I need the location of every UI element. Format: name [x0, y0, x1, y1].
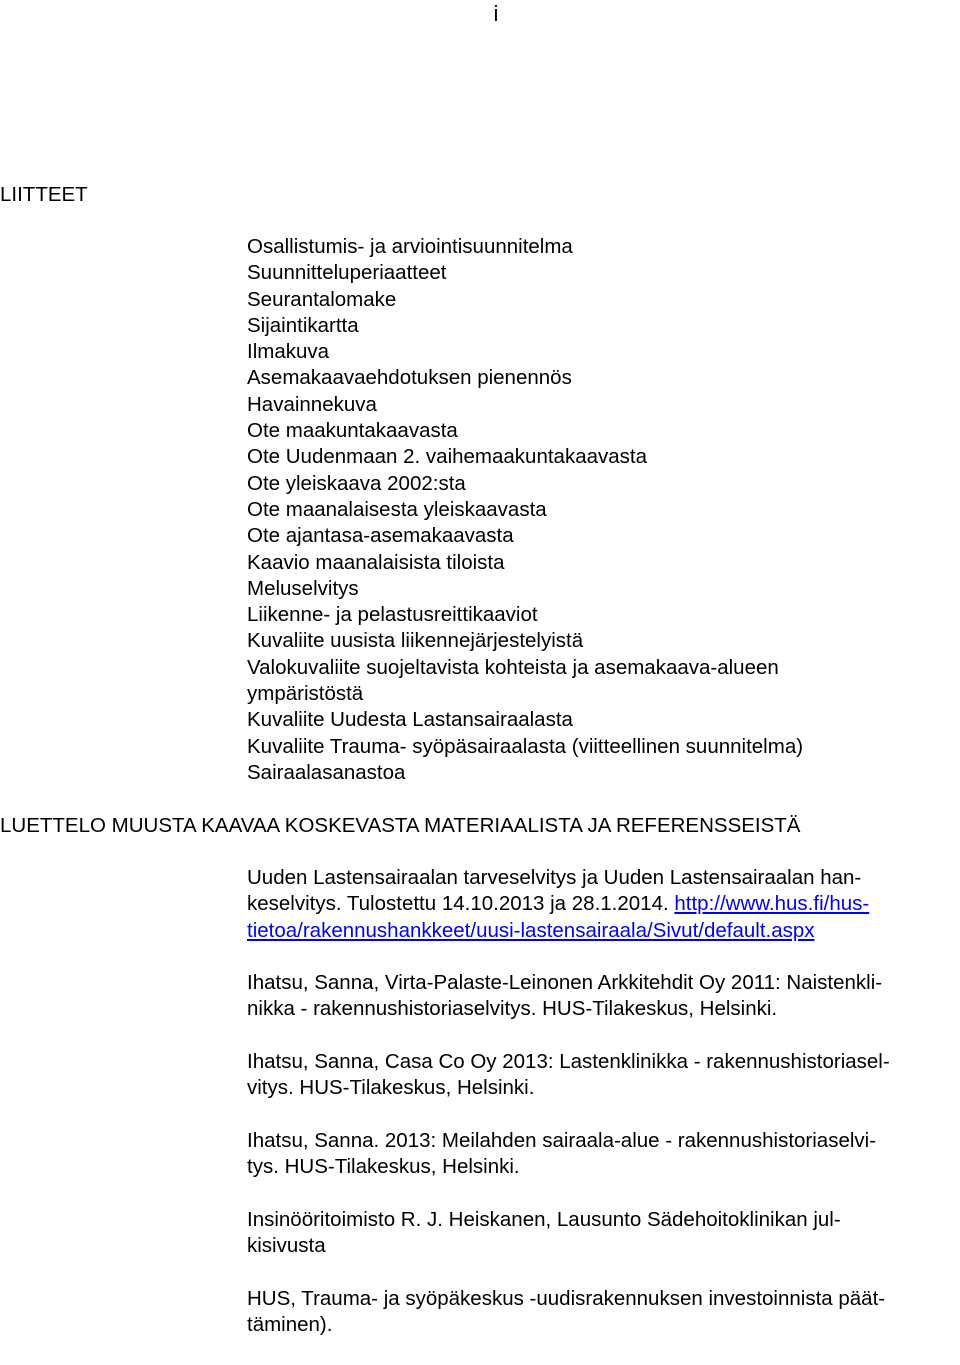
- attachment-item: Kaavio maanalaisista tiloista: [247, 550, 505, 574]
- reference-item: [247, 1207, 960, 1260]
- reference-line: täminen).: [247, 1313, 333, 1337]
- reference-item: [247, 1128, 960, 1181]
- reference-line: HUS, Trauma- ja syöpäkeskus -uudisrakennuksen investoinnista päät-: [247, 1286, 886, 1310]
- attachment-item: Ote maanalaisesta yleiskaavasta: [247, 497, 547, 521]
- attachment-item: Ote Uudenmaan 2. vaihemaakuntakaavasta: [247, 445, 648, 469]
- reference-line: Uuden Lastensairaalan tarveselvitys ja Uuden Lastensairaalan han-: [247, 866, 862, 889]
- attachment-item: Asemakaavaehdotuksen pienennös: [247, 366, 572, 390]
- reference-line: [247, 918, 960, 944]
- page-number: i: [493, 1, 499, 26]
- attachment-item: Kuvaliite uusista liikennejärjestelyistä: [247, 629, 584, 653]
- reference-line: Ihatsu, Sanna, Virta-Palaste-Leinonen Arkkitehdit Oy 2011: Naistenkli-: [247, 971, 883, 995]
- reference-line: Ihatsu, Sanna, Casa Co Oy 2013: Lastenklinikka - rakennushistoriasel-: [247, 1050, 890, 1074]
- reference-text: keselvitys. Tulostettu 14.10.2013 ja 28.1.2014.: [247, 892, 675, 916]
- reference-line: nikka - rakennushistoriaselvitys. HUS-Tilakeskus, Helsinki.: [247, 997, 778, 1021]
- reference-line: Insinööritoimisto R. J. Heiskanen, Lausunto Sädehoitoklinikan jul-: [247, 1207, 841, 1231]
- reference-line: tys. HUS-Tilakeskus, Helsinki.: [247, 1155, 520, 1179]
- attachment-item: Sairaalasanastoa: [247, 760, 406, 784]
- attachment-item: Ote yleiskaava 2002:sta: [247, 471, 466, 495]
- attachment-item: Meluselvitys: [247, 576, 359, 600]
- attachment-item: Seurantalomake: [247, 287, 397, 311]
- attachment-item: Suunnitteluperiaatteet: [247, 261, 447, 285]
- attachment-item: Ote maakuntakaavasta: [247, 419, 458, 443]
- attachments-heading: LIITTEET: [0, 183, 88, 206]
- references-heading: LUETTELO MUUSTA KAAVAA KOSKEVASTA MATERIAALISTA JA REFERENSSEISTÄ: [0, 814, 801, 837]
- attachment-item: ympäristöstä: [247, 682, 364, 706]
- reference-line: vitys. HUS-Tilakeskus, Helsinki.: [247, 1076, 535, 1100]
- attachments-list: [247, 234, 803, 786]
- attachment-item: Sijaintikartta: [247, 313, 359, 337]
- attachment-item: Kuvaliite Uudesta Lastansairaalasta: [247, 708, 573, 732]
- reference-item: [247, 865, 960, 944]
- reference-line: Ihatsu, Sanna. 2013: Meilahden sairaala-alue - rakennushistoriaselvi-: [247, 1128, 877, 1152]
- reference-item: [247, 970, 960, 1023]
- reference-item: [247, 1286, 960, 1339]
- attachment-item: Valokuvaliite suojeltavista kohteista ja asemakaava-alueen: [247, 655, 779, 679]
- attachment-item: Ote ajantasa-asemakaavasta: [247, 524, 514, 548]
- reference-line: [247, 891, 960, 917]
- references-list: [247, 865, 960, 1365]
- attachment-item: Kuvaliite Trauma- syöpäsairaalasta (viitteellinen suunnitelma): [247, 734, 804, 758]
- attachment-item: Liikenne- ja pelastusreittikaaviot: [247, 603, 538, 627]
- reference-item: [247, 1049, 960, 1102]
- reference-line: kisivusta: [247, 1234, 326, 1258]
- attachment-item: Osallistumis- ja arviointisuunnitelma: [247, 235, 573, 258]
- reference-link[interactable]: http://www.hus.fi/hus-: [674, 892, 870, 916]
- attachment-item: Ilmakuva: [247, 340, 330, 364]
- attachment-item: Havainnekuva: [247, 392, 377, 416]
- reference-link[interactable]: tietoa/rakennushankkeet/uusi-lastensairaala/Sivut/default.aspx: [247, 918, 815, 942]
